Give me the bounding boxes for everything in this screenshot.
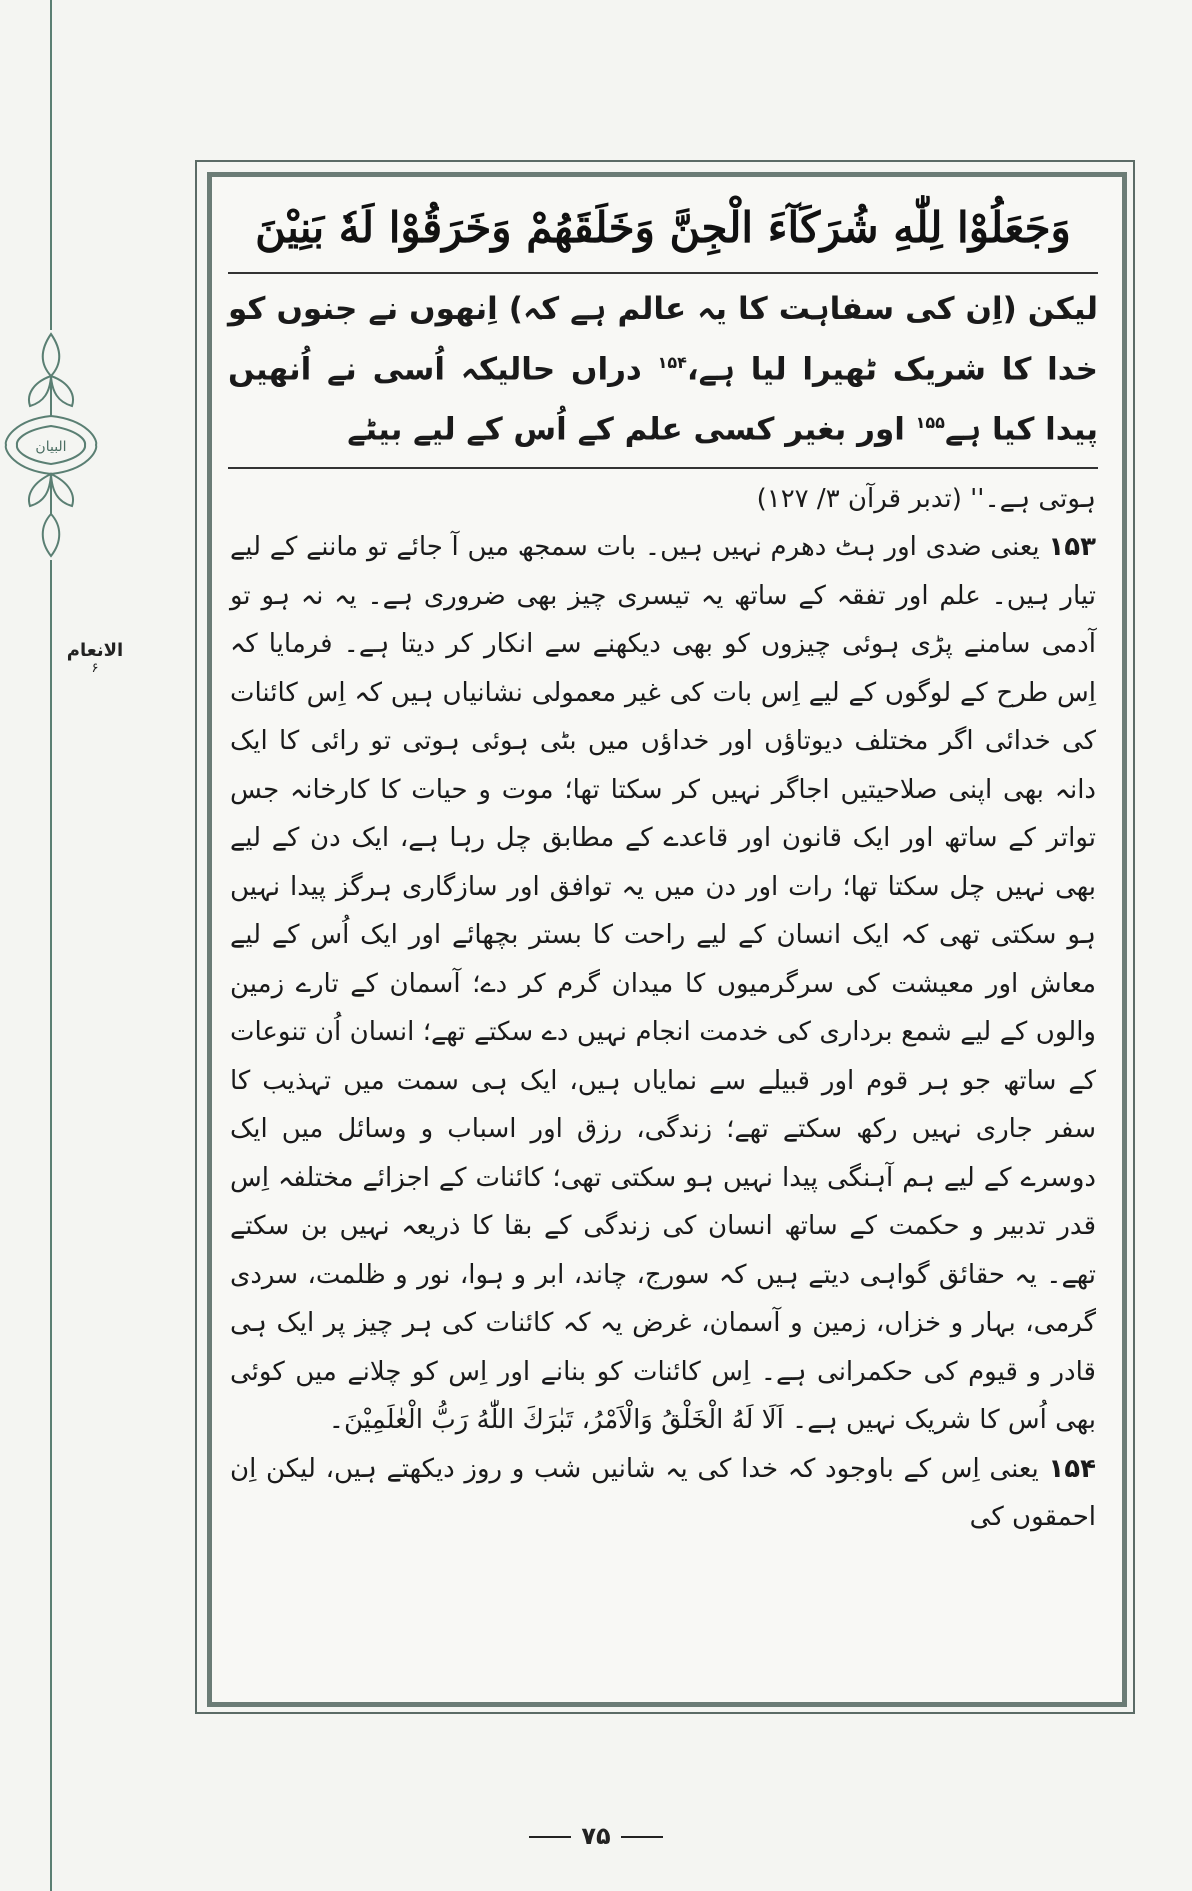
surah-margin-label bbox=[60, 640, 130, 676]
note-154-number: ۱۵۴ bbox=[1048, 1453, 1096, 1484]
footnote-ref-154: ۱۵۴ bbox=[657, 353, 687, 372]
page-number-dash-left bbox=[529, 1836, 571, 1838]
translation-part-1: لیکن (اِن کی سفاہت کا یہ عالم ہے کہ) اِنھوں نے جنوں کو خدا کا شریک ٹھیرا لیا ہے، bbox=[228, 291, 1098, 388]
quran-verse: وَجَعَلُوْا لِلّٰهِ شُرَكَآءَ الْجِنَّ وَخَلَقَهُمْ وَخَرَقُوْا لَهٗ بَنِيْنَ bbox=[228, 198, 1098, 274]
note-154 bbox=[230, 1445, 1096, 1542]
surah-name: الانعام bbox=[66, 640, 124, 661]
medallion-label: البیان bbox=[35, 439, 67, 455]
note-153-arabic: اَلَا لَهُ الْخَلْقُ وَالْاَمْرُ، تَبٰرَكَ اللّٰهُ رَبُّ الْعٰلَمِيْنَ۔ bbox=[328, 1405, 784, 1436]
surah-number: ۶ bbox=[91, 661, 99, 676]
verse-translation bbox=[228, 282, 1098, 469]
page-content bbox=[218, 182, 1108, 1687]
page-number-dash-right bbox=[621, 1836, 663, 1838]
footnote-ref-155: ۱۵۵ bbox=[915, 413, 945, 433]
quote-ending: ہوتی ہے۔'' (تدبر قرآن ۳/ ۱۲۷) bbox=[756, 483, 1096, 514]
page-number-value: ۷۵ bbox=[581, 1822, 611, 1850]
translation-part-2: دراں حالیکہ اُسی نے اُنھیں پیدا کیا ہے bbox=[228, 351, 1098, 448]
margin-rule-top bbox=[50, 0, 52, 330]
commentary bbox=[230, 475, 1096, 1542]
note-154-text: یعنی اِس کے باوجود کہ خدا کی یہ شانیں شب و روز دیکھتے ہیں، لیکن اِن احمقوں کی bbox=[230, 1453, 1096, 1533]
note-153-number: ۱۵۳ bbox=[1048, 532, 1096, 563]
translation-part-3: اور بغیر کسی علم کے اُس کے لیے بیٹے bbox=[347, 411, 916, 448]
page-number bbox=[0, 1822, 1192, 1850]
ornament-medallion bbox=[0, 330, 102, 560]
note-153 bbox=[230, 523, 1096, 1445]
note-153-text: یعنی ضدی اور ہٹ دھرم نہیں ہیں۔ بات سمجھ میں آ جائے تو ماننے کے لیے تیار ہیں۔ علم اور تفقہ کے ساتھ یہ تیسری چیز بھی ضروری ہے۔ یہ نہ ہو تو آدمی سامنے پڑی ہوئی چیزوں کو بھی دیکھنے سے انکار کر دیتا ہے۔ فرمایا کہ اِس طرح کے لوگوں کے لیے اِس بات کی غیر معمولی نشانیاں ہیں کہ اِس کائنات کی خدائی اگر مختلف دیوتاؤں اور خداؤں میں بٹی ہوئی ہوتی تو رائی کا ایک دانہ بھی اپنی صلاحیتیں اجاگر نہیں کر سکتا تھا؛ موت و حیات کا کارخانہ جس تواتر کے ساتھ اور ایک قانون اور قاعدے کے مطابق چل رہا ہے، ایک دن کے لیے بھی نہیں چل سکتا تھا؛ رات اور دن میں یہ توافق اور سازگاری ہرگز پیدا نہیں ہو سکتی تھی کہ ایک انسان کے لیے راحت کا بستر بچھائے اور ایک اُس کے لیے معاش اور معیشت کی سرگرمیوں کا میدان گرم کر دے؛ آسمان کے تارے زمین والوں کے لیے شمع برداری کی خدمت انجام نہیں دے سکتے تھے؛ انسان اُن تنوعات کے ساتھ جو ہر قوم اور قبیلے سے نمایاں ہیں، ایک ہی سمت میں تہذیب کا سفر جاری نہیں رکھ سکتے تھے؛ زندگی، رزق اور اسباب و وسائل میں ایک دوسرے کے لیے ہم آہنگی پیدا نہیں ہو سکتی تھی؛ کائنات کے اجزائے مختلفہ اِس قدر تدبیر و حکمت کے ساتھ انسان کی زندگی کے بقا کا ذریعہ نہیں بن سکتے تھے۔ یہ حقائق گواہی دیتے ہیں کہ سورج، چاند، ابر و ہوا، نور و ظلمت، سردی گرمی، بہار و خزاں، زمین و آسمان، غرض یہ کہ کائنات کی ہر چیز پر ایک ہی قادر و قیوم کی حکمرانی ہے۔ اِس کائنات کو بنانے اور اِس کو چلانے میں کوئی بھی اُس کا شریک نہیں ہے۔ bbox=[230, 532, 1096, 1436]
margin-rule-bottom bbox=[50, 560, 52, 1891]
